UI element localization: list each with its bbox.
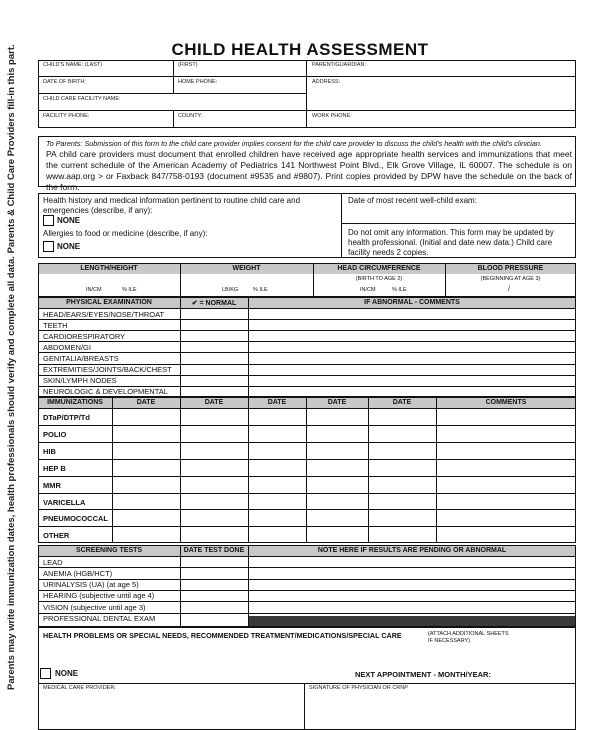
exam-row-label: CARDIORESPIRATORY — [43, 331, 126, 341]
facility-phone-field[interactable]: FACILITY PHONE: — [43, 113, 90, 119]
screening-header: SCREENING TESTS — [75, 547, 143, 554]
allergies-label: Allergies to food or medicine (describe, if any): — [43, 229, 208, 238]
none-label-allergies: NONE — [57, 242, 81, 251]
parent-guardian-field[interactable]: PARENT/GUARDIAN: — [312, 62, 366, 68]
none-checkbox-problems[interactable] — [40, 668, 51, 679]
imm-date-header-2: DATE — [204, 399, 224, 406]
normal-header: ✔ = NORMAL — [191, 300, 237, 307]
exam-normal-cell[interactable] — [180, 386, 248, 397]
immunization-row-label: PNEUMOCOCCAL — [43, 514, 108, 524]
imm-date-header-3: DATE — [267, 399, 287, 406]
exam-header: PHYSICAL EXAMINATION — [66, 299, 152, 306]
head-percentile[interactable]: % ILE — [392, 287, 407, 293]
imm-date-header-4: DATE — [327, 399, 347, 406]
exam-row-line — [38, 319, 576, 320]
immunization-row-label: POLIO — [43, 429, 67, 439]
exam-row-label: SKIN/LYMPH NODES — [43, 376, 117, 386]
immunization-row-line — [38, 408, 576, 409]
screening-row-label: LEAD — [43, 557, 63, 567]
home-phone-field[interactable]: HOME PHONE: — [178, 79, 218, 85]
screening-row-label: HEARING (subjective until age 4) — [43, 591, 155, 601]
screening-row-label: URINALYSIS (UA) (at age 5) — [43, 580, 139, 590]
screening-row-label: ANEMIA (HGB/HCT) — [43, 568, 113, 578]
work-phone-field[interactable]: WORK PHONE: — [312, 113, 352, 119]
none-label-history: NONE — [57, 216, 81, 225]
immunization-row-line — [38, 526, 576, 527]
immunization-row-label: OTHER — [43, 531, 70, 541]
weight-percentile[interactable]: % ILE — [253, 287, 268, 293]
length-header: LENGTH/HEIGHT — [80, 265, 138, 272]
exam-row-label: ABDOMEN/GI — [43, 342, 91, 352]
bp-age-note: (BEGINNING AT AGE 3) — [480, 276, 541, 282]
immunizations-header: IMMUNIZATIONS — [47, 399, 103, 406]
county-field[interactable]: COUNTY: — [178, 113, 203, 119]
provider-label[interactable]: MEDICAL CARE PROVIDER: — [43, 685, 116, 691]
abnormal-header: IF ABNORMAL - COMMENTS — [364, 299, 460, 306]
schedule-notice: PA child care providers must document that enrolled children have received age appropriate health services and immunizations that meet the current schedule of the American Academy of Pediatrics 141 Northwest Point Blvd., Elk Grove Village, IL 60007. The schedule is on www.aap.org > or Faxback 847/758-0193 (document #9535 and #9807). Print copies provided by DPW have the schedule on the back of the form. — [46, 149, 572, 192]
dental-exam-shade — [249, 616, 575, 626]
head-age-note: (BIRTH TO AGE 2) — [355, 276, 403, 282]
problems-label: HEALTH PROBLEMS OR SPECIAL NEEDS, RECOMMENDED TREATMENT/MEDICATIONS/SPECIAL CARE — [43, 631, 402, 640]
childs-name-field[interactable]: CHILD'S NAME: (LAST) — [43, 62, 103, 68]
exam-normal-cell[interactable] — [180, 308, 248, 319]
immunizations-box — [38, 397, 576, 543]
exam-normal-cell[interactable] — [180, 330, 248, 341]
imm-comments-header: COMMENTS — [485, 399, 527, 406]
head-unit[interactable]: IN/CM — [360, 287, 376, 293]
immunization-row-line — [38, 425, 576, 426]
length-percentile[interactable]: % ILE — [122, 287, 137, 293]
pending-note-header: NOTE HERE IF RESULTS ARE PENDING OR ABNORMAL — [317, 547, 507, 554]
immunization-row-label: HIB — [43, 446, 56, 456]
child-info-box — [38, 60, 576, 128]
exam-row-line — [38, 341, 576, 342]
screening-row-label: PROFESSIONAL DENTAL EXAM — [43, 614, 156, 623]
blood-pressure-header: BLOOD PRESSURE — [477, 265, 544, 272]
immunization-row-line — [38, 476, 576, 477]
immunization-row-line — [38, 509, 576, 510]
screening-row-line — [38, 567, 576, 568]
date-of-birth-field[interactable]: DATE OF BIRTH: — [43, 79, 86, 85]
health-history-label: Health history and medical information pertinent to routine child care and emergencies (describe, if any): — [43, 196, 301, 215]
none-label-problems: NONE — [55, 669, 79, 678]
immunization-row-line — [38, 459, 576, 460]
immunization-row-label: VARICELLA — [43, 497, 86, 507]
attach-note: (ATTACH ADDITIONAL SHEETS IF NECESSARY) — [428, 631, 509, 644]
exam-normal-cell[interactable] — [180, 375, 248, 386]
bp-slash: / — [508, 286, 510, 293]
immunization-row-label: HEP B — [43, 463, 66, 473]
update-notice: Do not omit any information. This form may be updated by health professional. (Initial and date new data.) Child care facility needs 2 copies. — [348, 228, 554, 257]
signature-label[interactable]: SIGNATURE OF PHYSICIAN OR CRNP — [309, 685, 408, 691]
exam-normal-cell[interactable] — [180, 319, 248, 330]
screening-row-line — [38, 556, 576, 557]
page-title: CHILD HEALTH ASSESSMENT — [171, 40, 429, 59]
immunization-row-label: MMR — [43, 480, 61, 490]
exam-row-label: TEETH — [43, 320, 68, 330]
exam-normal-cell[interactable] — [180, 341, 248, 352]
last-exam-label: Date of most recent well-child exam: — [348, 196, 477, 205]
none-checkbox-allergies[interactable] — [43, 241, 54, 252]
consent-notice: To Parents: Submission of this form to the child care provider implies consent for the child care provider to discuss the child's health with the child's clinician. — [46, 139, 542, 148]
side-instructions: Parents may write immunization dates, health professionals should verify and complete all data. Parents & Child Care Providers fill-in this part. — [6, 44, 17, 690]
date-done-header: DATE TEST DONE — [183, 547, 245, 554]
weight-header: WEIGHT — [232, 265, 261, 272]
facility-name-field[interactable]: CHILD CARE FACILITY NAME: — [43, 96, 121, 102]
head-circumference-header: HEAD CIRCUMFERENCE — [337, 265, 421, 272]
none-checkbox-history[interactable] — [43, 215, 54, 226]
imm-date-header-1: DATE — [136, 399, 156, 406]
immunization-row-line — [38, 442, 576, 443]
exam-row-line — [38, 375, 576, 376]
exam-normal-cell[interactable] — [180, 352, 248, 363]
weight-unit[interactable]: LB/KG — [222, 287, 239, 293]
first-name-field[interactable]: (FIRST) — [178, 62, 198, 68]
screening-row-label: VISION (subjective until age 3) — [43, 602, 146, 612]
next-appointment-label: NEXT APPOINTMENT - MONTH/YEAR: — [355, 670, 491, 679]
immunization-row-label: DTaP/DTP/Td — [43, 413, 90, 422]
exam-row-label: HEAD/EARS/EYES/NOSE/THROAT — [43, 309, 165, 319]
length-unit[interactable]: IN/CM — [86, 287, 102, 293]
imm-date-header-5: DATE — [392, 399, 412, 406]
exam-normal-cell[interactable] — [180, 364, 248, 375]
exam-row-label: EXTREMITIES/JOINTS/BACK/CHEST — [43, 365, 172, 374]
exam-row-label: GENITALIA/BREASTS — [43, 353, 119, 363]
address-field[interactable]: ADDRESS: — [312, 79, 341, 85]
immunization-row-line — [38, 493, 576, 494]
exam-row-label: NEUROLOGIC & DEVELOPMENTAL — [43, 387, 168, 397]
